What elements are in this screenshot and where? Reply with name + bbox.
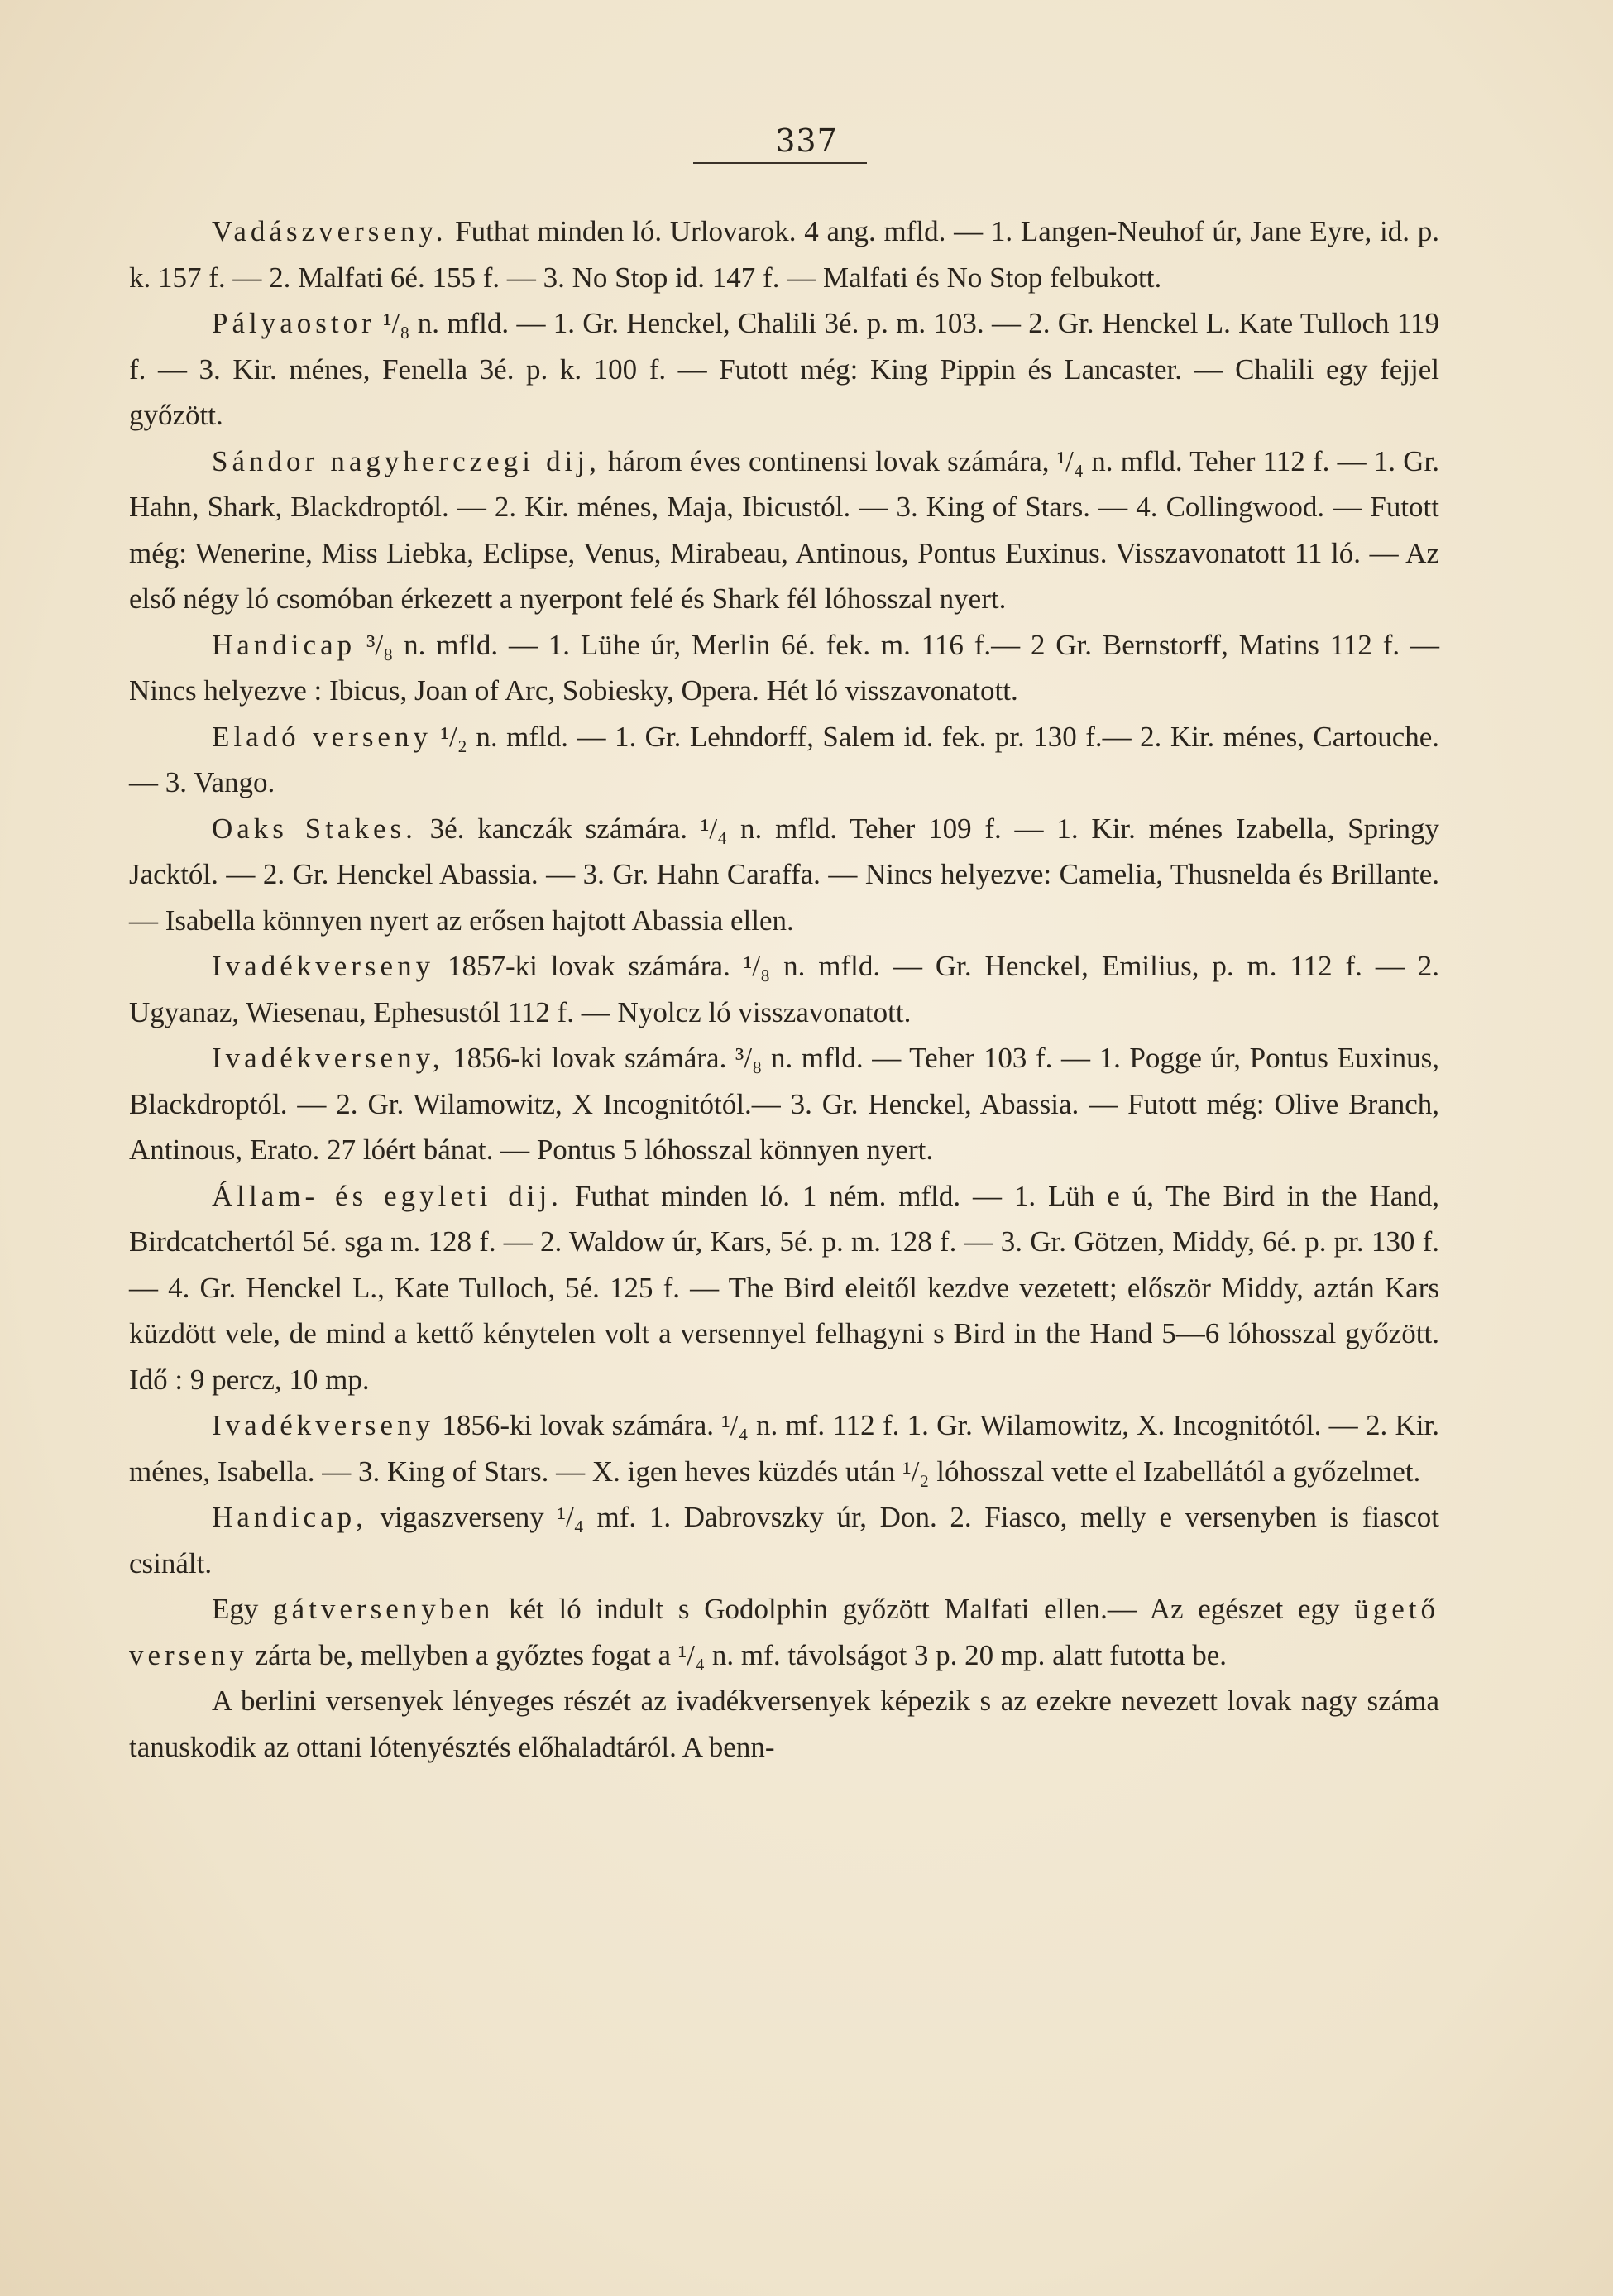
race-title: Állam- és egyleti dij. — [212, 1179, 562, 1212]
paragraph-sandor-dij — [129, 439, 1439, 622]
paragraph-ivadekverseny-1856 — [129, 1035, 1439, 1173]
paragraph-gatverseny — [129, 1586, 1439, 1678]
paragraph-text: két ló indult s Godolphin győzött Malfati ellen.— Az egészet egy — [494, 1593, 1355, 1625]
paragraph-text: 1856-ki lovak számára. ³/₈ n. mfld. — Teher 103 f. — 1. Pogge úr, Pontus Euxinus, Blackdroptól. — 2. Gr. Wilamowitz, X Incognitótól.— 3. Gr. Henckel, Abassia. — Futott még: Olive Branch, Antinous, Erato. 27 lóért bánat. — Pontus 5 lóhosszal könnyen nyert. — [129, 1042, 1439, 1166]
race-title: Pályaostor — [212, 307, 376, 339]
paragraph-handicap — [129, 622, 1439, 714]
paragraph-text: ¹/₈ n. mfld. — 1. Gr. Henckel, Chalili 3é. p. m. 103. — 2. Gr. Henckel L. Kate Tulloch 119 f. — 3. Kir. ménes, Fenella 3é. p. k. 100 f. — Futott még: King Pippin és Lancaster. — Chalili egy fejjel győzött. — [129, 307, 1439, 431]
page-body — [129, 209, 1439, 1770]
paragraph-text: Futhat minden ló. Urlovarok. 4 ang. mfld. — 1. Langen-Neuhof úr, Jane Eyre, id. p. k. 157 f. — 2. Malfati 6é. 155 f. — 3. No Stop id. 147 f. — Malfati és No Stop felbukott. — [129, 215, 1439, 294]
page-number: 337 — [775, 122, 838, 159]
paragraph-text: vigaszverseny ¹/₄ mf. 1. Dabrovszky úr, Don. 2. Fiasco, melly e versenyben is fiascot csinált. — [129, 1501, 1439, 1579]
race-title: Vadászverseny. — [212, 215, 448, 247]
race-title: Handicap, — [212, 1501, 367, 1533]
page-number-rule — [693, 162, 867, 164]
paragraph-text: Futhat minden ló. 1 ném. mfld. — 1. Lüh e ú, The Bird in the Hand, Birdcatchertól 5é. sga m. 128 f. — 2. Waldow úr, Kars, 5é. p. m. 128 f. — 3. Gr. Götzen, Middy, 6é. p. pr. 130 f. — 4. Gr. Henckel L., Kate Tulloch, 5é. 125 f. — The Bird eleitől kezdve vezetett; először Middy, aztán Kars küzdött vele, de mind a kettő kénytelen volt a versennyel felhagyni s Bird in the Hand 5—6 lóhosszal győzött. Idő : 9 percz, 10 mp. — [129, 1179, 1440, 1396]
race-title: Ivadékverseny, — [212, 1042, 444, 1074]
race-title: ügető verseny — [129, 1593, 1439, 1671]
paragraph-vadaszverseny — [129, 209, 1439, 300]
race-title: Eladó verseny — [212, 720, 432, 753]
paragraph-oaks-stakes — [129, 806, 1439, 944]
paragraph-text: 3é. kanczák számára. ¹/₄ n. mfld. Teher 109 f. — 1. Kir. ménes Izabella, Springy Jacktól. — 2. Gr. Henckel Abassia. — 3. Gr. Hahn Caraffa. — Nincs helyezve: Camelia, Thusnelda és Brillante. — Isabella könnyen nyert az erősen hajtott Abassia ellen. — [129, 812, 1439, 937]
paragraph-text: A berlini versenyek lényeges részét az ivadékversenyek képezik s az ezekre nevezett lovak nagy száma tanuskodik az ottani lótenyésztés előhaladtáról. A benn- — [129, 1685, 1439, 1763]
paragraph-palyaostor — [129, 300, 1439, 439]
paragraph-ivadekverseny-1856-b — [129, 1402, 1439, 1494]
race-title: Handicap — [212, 628, 357, 661]
paragraph-text: Egy — [212, 1593, 274, 1625]
paragraph-elado-verseny — [129, 714, 1439, 806]
paragraph-text: ³/₈ n. mfld. — 1. Lühe úr, Merlin 6é. fek. m. 116 f.— 2 Gr. Bernstorff, Matins 112 f. — Nincs helyezve : Ibicus, Joan of Arc, Sobiesky, Opera. Hét ló visszavonatott. — [129, 628, 1439, 707]
race-title: Sándor nagyherczegi dij, — [212, 444, 601, 477]
paragraph-handicap-vigasz — [129, 1494, 1439, 1586]
paragraph-text: 1856-ki lovak számára. ¹/₄ n. mf. 112 f. 1. Gr. Wilamowitz, X. Incognitótól. — 2. Kir. ménes, Isabella. — 3. King of Stars. — X. igen heves küzdés után ¹/₂ lóhosszal vette el Izabellától a győzelmet. — [129, 1409, 1439, 1488]
paragraph-text: ¹/₂ n. mfld. — 1. Gr. Lehndorff, Salem id. fek. pr. 130 f.— 2. Kir. ménes, Cartouche. — 3. Vango. — [129, 720, 1440, 798]
paragraph-text: 1857-ki lovak számára. ¹/₈ n. mfld. — Gr. Henckel, Emilius, p. m. 112 f. — 2. Ugyanaz, Wiesenau, Ephesustól 112 f. — Nyolcz ló visszavonatott. — [129, 950, 1439, 1028]
paragraph-text: zárta be, mellyben a győztes fogat a ¹/₄ n. mf. távolságot 3 p. 20 mp. alatt futotta be. — [247, 1638, 1228, 1671]
race-title: gátversenyben — [273, 1593, 495, 1625]
race-title: Oaks Stakes. — [212, 812, 417, 845]
race-title: Ivadékverseny — [212, 950, 435, 982]
race-title: Ivadékverseny — [212, 1409, 435, 1441]
paragraph-text: három éves continensi lovak számára, ¹/₄ n. mfld. Teher 112 f. — 1. Gr. Hahn, Shark, Blackdroptól. — 2. Kir. ménes, Maja, Ibicustól. — 3. King of Stars. — 4. Collingwood. — Futott még: Wenerine, Miss Liebka, Eclipse, Venus, Mirabeau, Antinous, Pontus Euxinus. Visszavonatott 11 ló. — Az első négy ló csomóban érkezett a nyerpont felé és Shark fél lóhosszal nyert. — [129, 444, 1439, 615]
paragraph-allam-dij — [129, 1173, 1439, 1403]
paragraph-ivadekverseny-1857 — [129, 943, 1439, 1035]
paragraph-berlini-versenyek — [129, 1678, 1439, 1770]
